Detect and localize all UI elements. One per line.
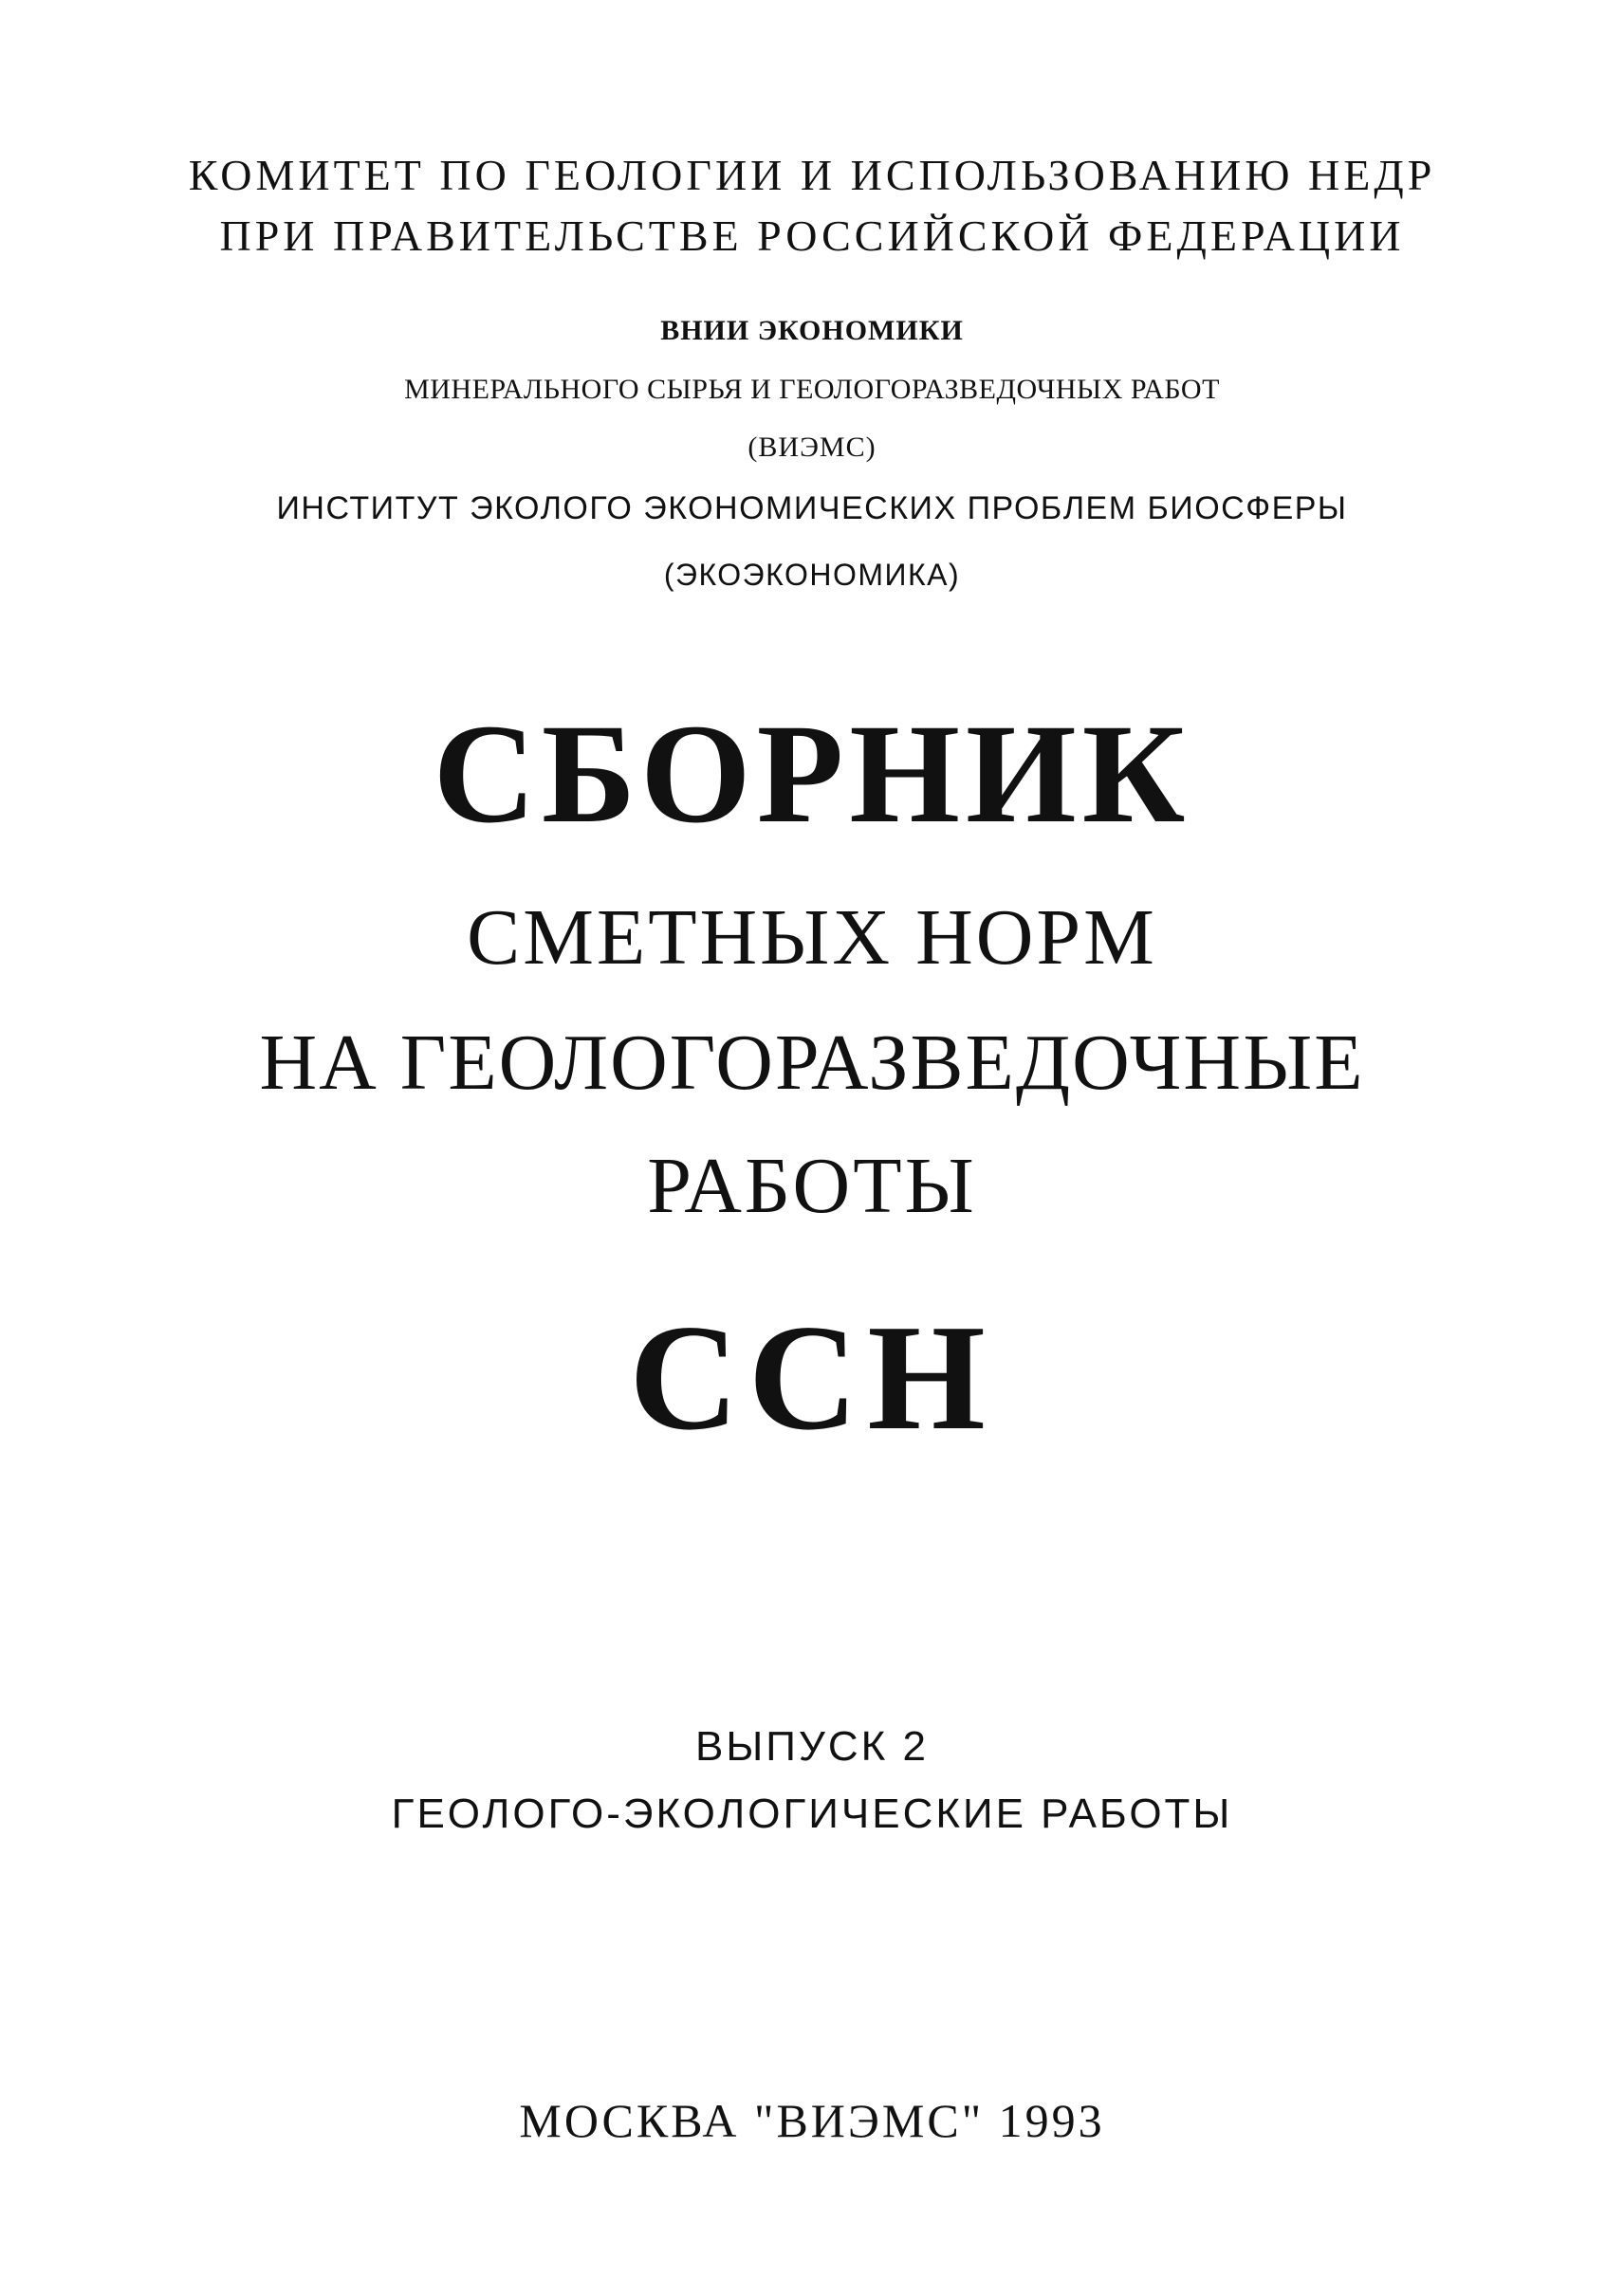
committee-line-1: КОМИТЕТ ПО ГЕОЛОГИИ И ИСПОЛЬЗОВАНИЮ НЕДР	[188, 151, 1436, 199]
institution-line-2: МИНЕРАЛЬНОГО СЫРЬЯ И ГЕОЛОГОРАЗВЕДОЧНЫХ РАБОТ	[404, 374, 1220, 405]
issue-number: ВЫПУСК 2	[695, 1723, 929, 1770]
publication-imprint: МОСКВА "ВИЭМС" 1993	[519, 2094, 1105, 2147]
institution-abbreviation-2: (ЭКОЭКОНОМИКА)	[663, 558, 961, 592]
institution-line-4: ИНСТИТУТ ЭКОЛОГО ЭКОНОМИЧЕСКИХ ПРОБЛЕМ БИОСФЕРЫ	[276, 490, 1348, 526]
committee-line-2: ПРИ ПРАВИТЕЛЬСТВЕ РОССИЙСКОЙ ФЕДЕРАЦИИ	[219, 211, 1405, 260]
document-subtitle-3: РАБОТЫ	[647, 1142, 977, 1230]
issue-topic: ГЕОЛОГО-ЭКОЛОГИЧЕСКИЕ РАБОТЫ	[391, 1791, 1233, 1837]
document-subtitle-2: НА ГЕОЛОГОРАЗВЕДОЧНЫЕ	[259, 1019, 1365, 1107]
document-title: СБОРНИК	[433, 695, 1191, 853]
document-subtitle-1: СМЕТНЫХ НОРМ	[467, 893, 1157, 982]
institution-abbreviation-1: (ВИЭМС)	[747, 432, 877, 463]
document-abbreviation: ССН	[629, 1293, 995, 1461]
institution-line-1: ВНИИ ЭКОНОМИКИ	[660, 315, 964, 346]
